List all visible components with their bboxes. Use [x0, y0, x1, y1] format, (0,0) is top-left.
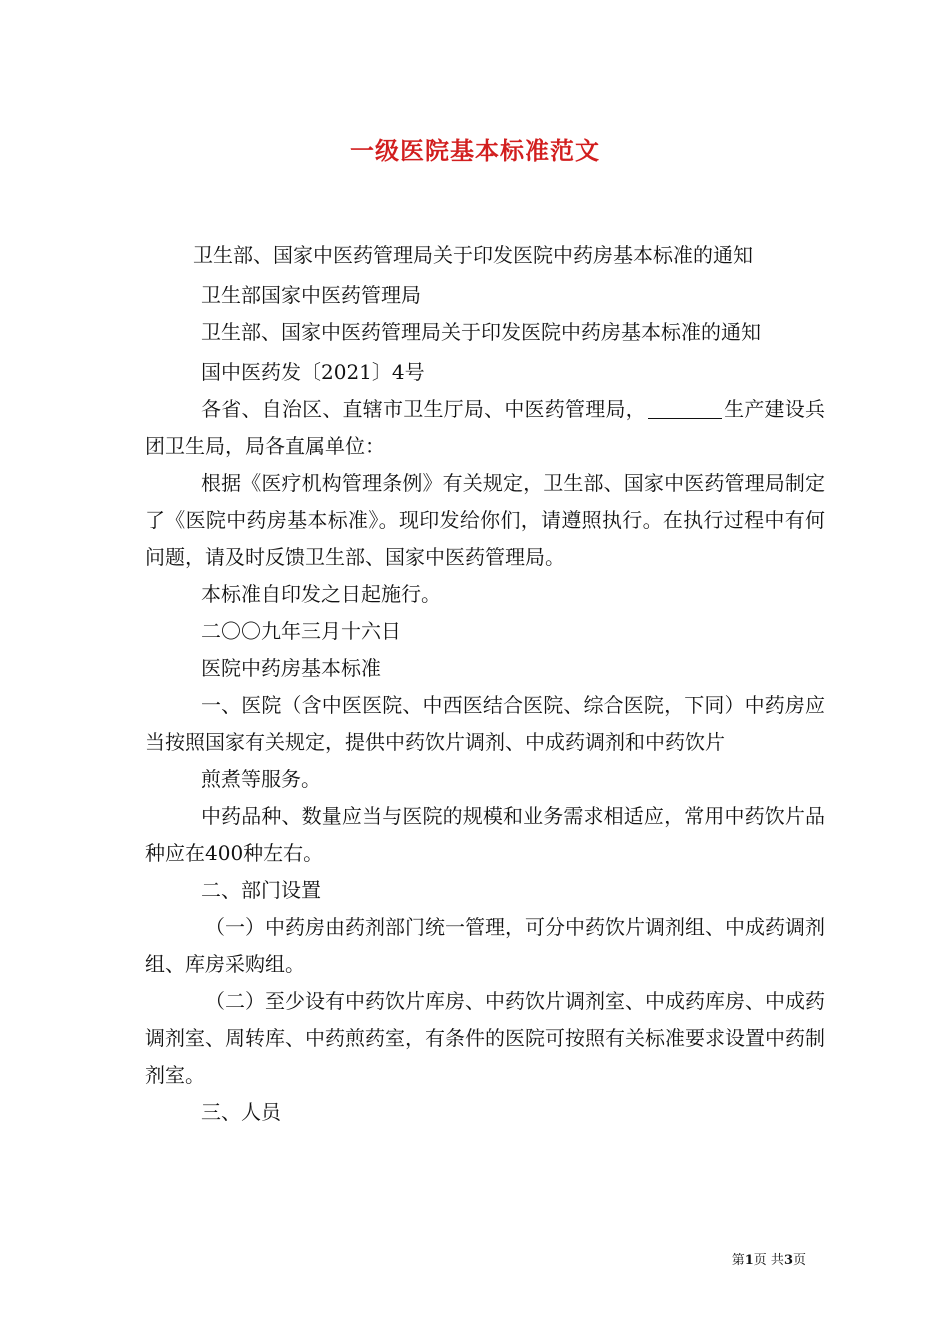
paragraph-date: 二〇〇九年三月十六日	[201, 619, 401, 643]
footer-page-number: 1	[744, 1253, 754, 1268]
document-title: 一级医院基本标准范文	[350, 136, 600, 165]
paragraph-section-two-item-two: （二）至少设有中药饮片库房、中药饮片调剂室、中成药库房、中成药调剂室、周转库、中药煎药室，有条件的医院可按照有关标准要求设置中药制剂室。	[145, 989, 825, 1087]
footer-total-pages: 3	[783, 1253, 793, 1268]
footer-suffix: 页	[792, 1253, 806, 1268]
paragraph-notice-title-repeat: 卫生部、国家中医药管理局关于印发医院中药房基本标准的通知	[201, 320, 761, 344]
paragraph-section-two: 二、部门设置	[201, 878, 321, 902]
paragraph-issuer: 卫生部国家中医药管理局	[201, 283, 421, 307]
paragraph-section-two-item-one: （一）中药房由药剂部门统一管理，可分中药饮片调剂组、中成药调剂组、库房采购组。	[145, 915, 825, 976]
addressees-part-a: 各省、自治区、直辖市卫生厅局、中医药管理局，	[201, 397, 646, 421]
paragraph-effective: 本标准自印发之日起施行。	[201, 582, 441, 606]
paragraph-addressees	[145, 391, 825, 465]
paragraph-section-three: 三、人员	[201, 1100, 281, 1124]
paragraph-standard-title: 医院中药房基本标准	[201, 656, 381, 680]
paragraph-varieties: 中药品种、数量应当与医院的规模和业务需求相适应，常用中药饮片品种应在400种左右。	[145, 804, 825, 865]
document-body	[145, 237, 825, 1131]
paragraph-doc-number: 国中医药发〔2021〕4号	[201, 360, 425, 384]
paragraph-decoction: 煎煮等服务。	[201, 767, 321, 791]
footer-middle: 页 共	[753, 1253, 784, 1268]
paragraph-basis: 根据《医疗机构管理条例》有关规定，卫生部、国家中医药管理局制定了《医院中药房基本标准》。现印发给你们，请遵照执行。在执行过程中有何问题，请及时反馈卫生部、国家中医药管理局。	[145, 471, 825, 569]
addressees-part-b: 生产建设兵团卫生局，局各直属单位：	[145, 397, 826, 458]
blank-underline	[648, 398, 722, 419]
footer-prefix: 第	[731, 1253, 745, 1268]
page-footer	[732, 1249, 806, 1268]
paragraph-section-one: 一、医院（含中医医院、中西医结合医院、综合医院，下同）中药房应当按照国家有关规定，提供中药饮片调剂、中成药调剂和中药饮片	[145, 693, 825, 754]
paragraph-notice-title: 卫生部、国家中医药管理局关于印发医院中药房基本标准的通知	[193, 243, 753, 267]
